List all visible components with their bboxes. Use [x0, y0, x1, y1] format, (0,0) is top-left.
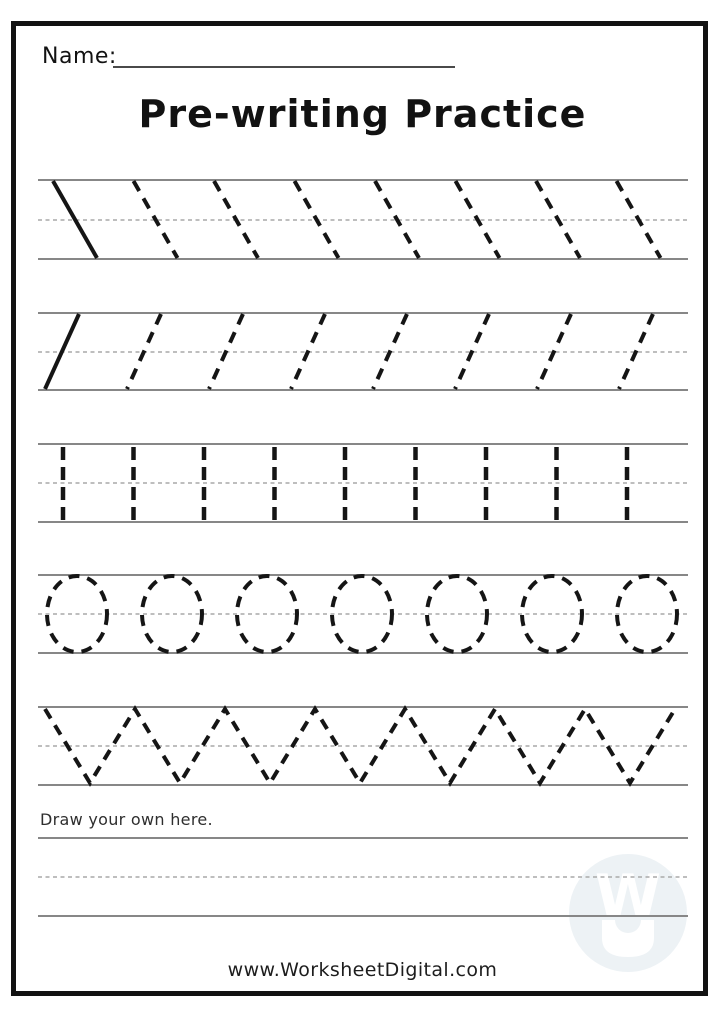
- zigzag-row: [38, 707, 688, 785]
- vertical-line-row: [38, 444, 688, 522]
- page-title: Pre-writing Practice: [138, 92, 587, 136]
- forward-slash-row: [38, 313, 688, 390]
- watermark-w-icon: W: [594, 862, 662, 932]
- worksheetdigital-watermark-logo: [569, 854, 687, 972]
- backslash-row: [38, 180, 688, 259]
- draw-your-own-label: Draw your own here.: [40, 810, 213, 829]
- name-fill-in-line[interactable]: [113, 66, 455, 68]
- oval-row: [38, 575, 688, 653]
- name-label: Name:: [42, 44, 117, 69]
- footer-website-url: www.WorksheetDigital.com: [227, 959, 498, 981]
